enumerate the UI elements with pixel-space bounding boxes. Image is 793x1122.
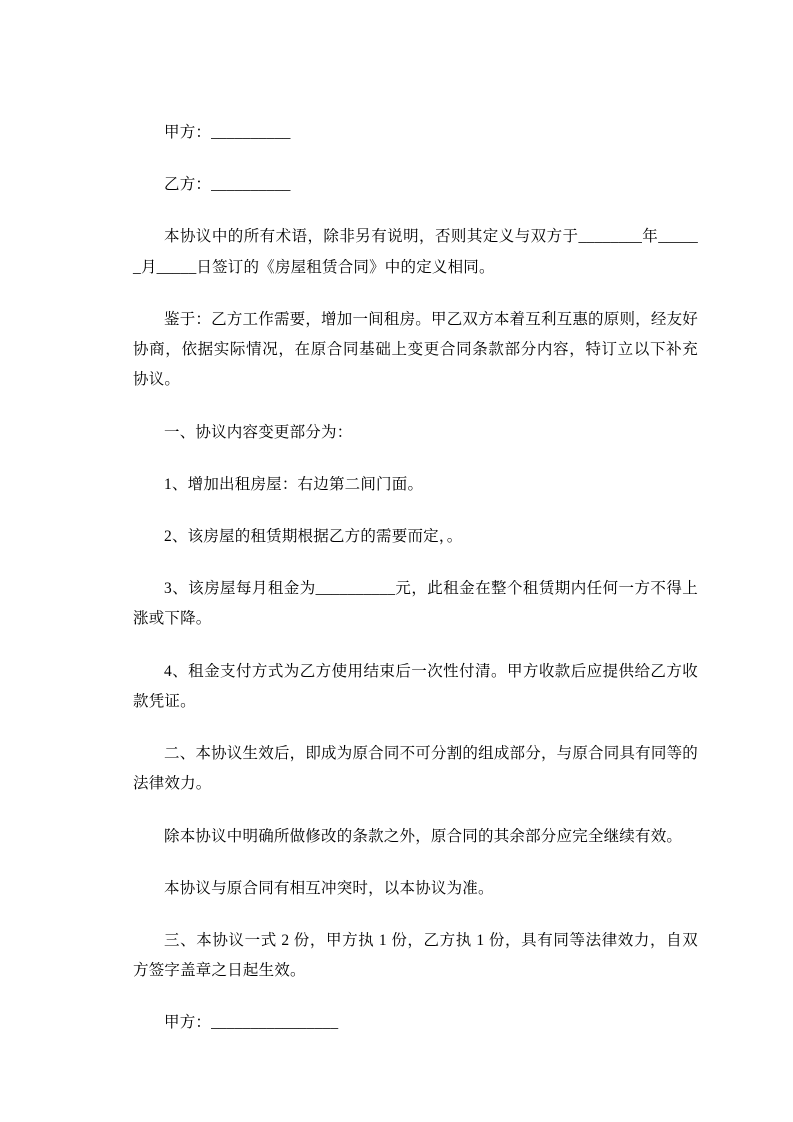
paragraph-unchanged-clause: 除本协议中明确所做修改的条款之外，原合同的其余部分应完全继续有效。 — [164, 827, 683, 845]
paragraph-section-one-heading: 一、协议内容变更部分为： — [164, 423, 353, 441]
paragraph-party-b-line: 乙方：__________ — [164, 176, 291, 194]
paragraph-item-1: 1、增加出租房屋：右边第二间门面。 — [164, 475, 424, 493]
paragraph-definitions-clause: 本协议中的所有术语，除非另有说明，否则其定义与双方于________年______月_____日签订的《房屋租赁合同》中的定义相同。 — [133, 228, 698, 276]
paragraph-item-4: 4、租金支付方式为乙方使用结束后一次性付清。甲方收款后应提供给乙方收款凭证。 — [133, 662, 698, 710]
paragraph-item-2: 2、该房屋的租赁期根据乙方的需要而定，。 — [164, 527, 463, 545]
paragraph-party-a-line: 甲方：__________ — [164, 124, 291, 141]
paragraph-section-two: 二、本协议生效后，即成为原合同不可分割的组成部分，与原合同具有同等的法律效力。 — [133, 745, 698, 793]
document-body — [133, 118, 698, 1039]
paragraph-item-3: 3、该房屋每月租金为__________元，此租金在整个租赁期内任何一方不得上涨或下降。 — [133, 580, 698, 628]
paragraph-recital-clause: 鉴于：乙方工作需要，增加一间租房。甲乙双方本着互利互惠的原则，经友好协商，依据实际情况，在原合同基础上变更合同条款部分内容，特订立以下补充协议。 — [133, 310, 698, 389]
paragraph-section-three: 三、本协议一式 2 份，甲方执 1 份，乙方执 1 份，具有同等法律效力，自双方签字盖章之日起生效。 — [133, 931, 698, 980]
paragraph-signature-party-a: 甲方：________________ — [164, 1014, 339, 1032]
paragraph-conflict-clause: 本协议与原合同有相互冲突时，以本协议为准。 — [164, 879, 494, 897]
